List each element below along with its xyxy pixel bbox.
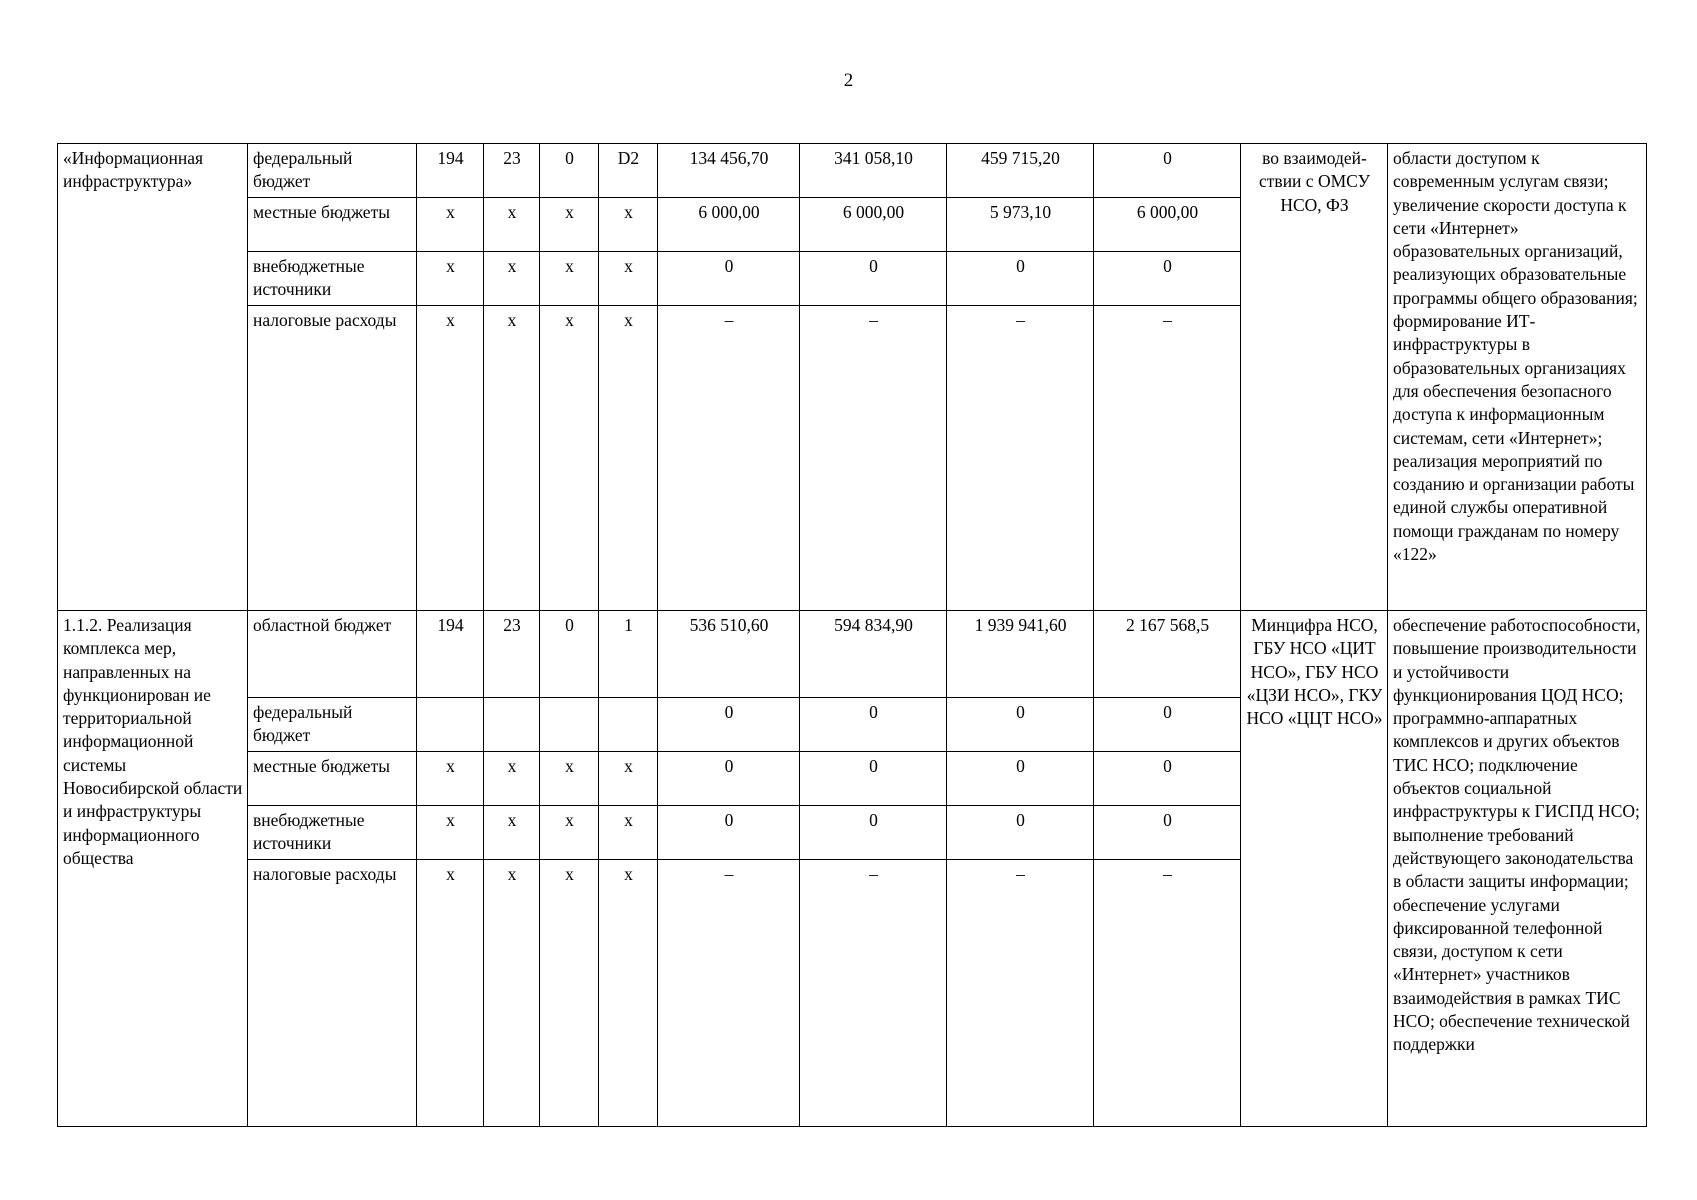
year-4-amount-cell: 0: [1094, 806, 1241, 860]
section-code-cell: x: [484, 198, 540, 252]
year-4-amount-cell: –: [1094, 306, 1241, 611]
section-code-cell: 23: [484, 611, 540, 698]
subsection-code-cell: x: [540, 252, 599, 306]
year-1-amount-cell: –: [658, 860, 800, 1127]
target-article-code-cell: [599, 698, 658, 752]
year-3-amount-cell: 459 715,20: [947, 144, 1094, 198]
subsection-code-cell: x: [540, 806, 599, 860]
section-code-cell: [484, 698, 540, 752]
subsection-code-cell: x: [540, 752, 599, 806]
section-code-cell: x: [484, 860, 540, 1127]
target-article-code-cell: x: [599, 306, 658, 611]
executor-cell: во взаимодей-ствии с ОМСУ НСО, ФЗ: [1241, 144, 1388, 611]
funding-source-cell: федеральный бюджет: [248, 698, 417, 752]
year-2-amount-cell: 0: [800, 252, 947, 306]
section-code-cell: x: [484, 252, 540, 306]
year-3-amount-cell: –: [947, 860, 1094, 1127]
year-1-amount-cell: 134 456,70: [658, 144, 800, 198]
executor-cell: Минцифра НСО, ГБУ НСО «ЦИТ НСО», ГБУ НСО «ЦЗИ НСО», ГКУ НСО «ЦЦТ НСО»: [1241, 611, 1388, 1127]
table-row: [58, 144, 1647, 198]
year-3-amount-cell: 0: [947, 252, 1094, 306]
subsection-code-cell: x: [540, 306, 599, 611]
year-1-amount-cell: 0: [658, 698, 800, 752]
year-1-amount-cell: 0: [658, 806, 800, 860]
grbs-code-cell: x: [417, 860, 484, 1127]
measure-name-cell: «Информационная инфраструктура»: [58, 144, 248, 611]
page-number: 2: [843, 70, 854, 91]
year-2-amount-cell: 594 834,90: [800, 611, 947, 698]
year-2-amount-cell: 6 000,00: [800, 198, 947, 252]
year-3-amount-cell: 1 939 941,60: [947, 611, 1094, 698]
year-3-amount-cell: 5 973,10: [947, 198, 1094, 252]
grbs-code-cell: x: [417, 198, 484, 252]
grbs-code-cell: x: [417, 752, 484, 806]
funding-source-cell: федеральный бюджет: [248, 144, 417, 198]
funding-source-cell: местные бюджеты: [248, 198, 417, 252]
target-article-code-cell: x: [599, 860, 658, 1127]
target-article-code-cell: x: [599, 752, 658, 806]
budget-table: [57, 143, 1647, 1127]
funding-source-cell: местные бюджеты: [248, 752, 417, 806]
funding-source-cell: налоговые расходы: [248, 860, 417, 1127]
grbs-code-cell: [417, 698, 484, 752]
year-2-amount-cell: 0: [800, 698, 947, 752]
year-4-amount-cell: 2 167 568,5: [1094, 611, 1241, 698]
year-2-amount-cell: 0: [800, 806, 947, 860]
expected-result-cell: области доступом к современным услугам связи; увеличение скорости доступа к сети «Интернет» образовательных организаций, реализующих образовательные программы общего образования; формирование ИТ-инфраструктуры в образовательных организациях для обеспечения безопасного доступа к информационным системам, сети «Интернет»; реализация мероприятий по созданию и организации работы единой службы оперативной помощи гражданам по номеру «122»: [1388, 144, 1647, 611]
subsection-code-cell: [540, 698, 599, 752]
subsection-code-cell: x: [540, 860, 599, 1127]
table-row: [58, 611, 1647, 698]
section-code-cell: x: [484, 306, 540, 611]
section-code-cell: x: [484, 752, 540, 806]
year-1-amount-cell: 0: [658, 252, 800, 306]
year-3-amount-cell: 0: [947, 806, 1094, 860]
grbs-code-cell: 194: [417, 611, 484, 698]
grbs-code-cell: x: [417, 306, 484, 611]
grbs-code-cell: x: [417, 806, 484, 860]
year-4-amount-cell: 0: [1094, 252, 1241, 306]
year-4-amount-cell: 6 000,00: [1094, 198, 1241, 252]
target-article-code-cell: x: [599, 806, 658, 860]
year-4-amount-cell: 0: [1094, 144, 1241, 198]
funding-source-cell: внебюджетные источники: [248, 252, 417, 306]
grbs-code-cell: 194: [417, 144, 484, 198]
year-2-amount-cell: 341 058,10: [800, 144, 947, 198]
grbs-code-cell: x: [417, 252, 484, 306]
year-1-amount-cell: 0: [658, 752, 800, 806]
year-2-amount-cell: –: [800, 860, 947, 1127]
year-3-amount-cell: 0: [947, 698, 1094, 752]
measure-name-cell: 1.1.2. Реализация комплекса мер, направленных на функционирован ие территориальной информационной системы Новосибирской области и инфраструктуры информационного общества: [58, 611, 248, 1127]
subsection-code-cell: 0: [540, 611, 599, 698]
year-2-amount-cell: 0: [800, 752, 947, 806]
year-4-amount-cell: 0: [1094, 752, 1241, 806]
subsection-code-cell: 0: [540, 144, 599, 198]
year-2-amount-cell: –: [800, 306, 947, 611]
funding-source-cell: областной бюджет: [248, 611, 417, 698]
year-4-amount-cell: –: [1094, 860, 1241, 1127]
target-article-code-cell: 1: [599, 611, 658, 698]
year-3-amount-cell: –: [947, 306, 1094, 611]
year-1-amount-cell: 536 510,60: [658, 611, 800, 698]
year-1-amount-cell: 6 000,00: [658, 198, 800, 252]
funding-source-cell: внебюджетные источники: [248, 806, 417, 860]
section-code-cell: 23: [484, 144, 540, 198]
funding-source-cell: налоговые расходы: [248, 306, 417, 611]
section-code-cell: x: [484, 806, 540, 860]
year-4-amount-cell: 0: [1094, 698, 1241, 752]
year-1-amount-cell: –: [658, 306, 800, 611]
year-3-amount-cell: 0: [947, 752, 1094, 806]
target-article-code-cell: x: [599, 198, 658, 252]
target-article-code-cell: x: [599, 252, 658, 306]
subsection-code-cell: x: [540, 198, 599, 252]
expected-result-cell: обеспечение работоспособности, повышение производительности и устойчивости функционирования ЦОД НСО; программно-аппаратных комплексов и других объектов ТИС НСО; подключение объектов социальной инфраструктуры к ГИСПД НСО; выполнение требований действующего законодательства в области защиты информации; обеспечение услугами фиксированной телефонной связи, доступом к сети «Интернет» участников взаимодействия в рамках ТИС НСО; обеспечение технической поддержки: [1388, 611, 1647, 1127]
target-article-code-cell: D2: [599, 144, 658, 198]
